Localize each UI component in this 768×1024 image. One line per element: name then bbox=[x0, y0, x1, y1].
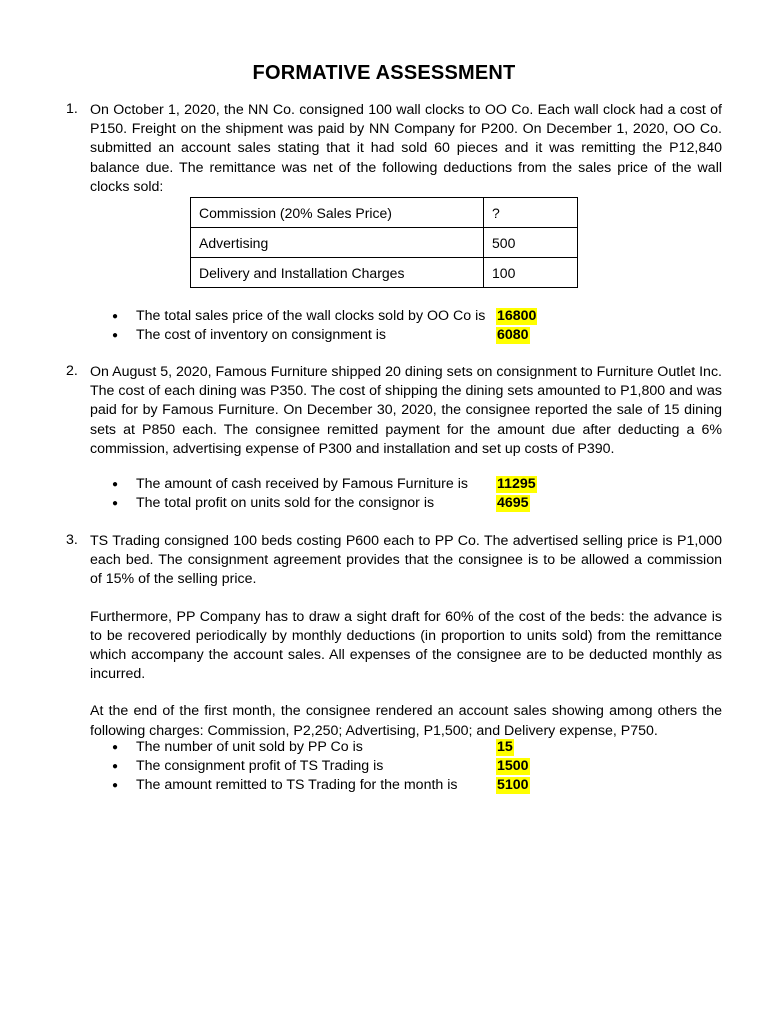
question-paragraph: Furthermore, PP Company has to draw a sight draft for 60% of the cost of the beds: the advance is to be recovered periodically by monthly deductions (in proportion to units sold) from the remittance which accompany the account sales. All expenses of the consignee are to be deducted monthly as incurred. bbox=[90, 608, 722, 683]
bullet-text: The consignment profit of TS Trading is bbox=[136, 758, 384, 774]
bullet-icon: ● bbox=[112, 761, 119, 772]
answer-highlight: 1500 bbox=[497, 758, 529, 774]
bullet-text: The number of unit sold by PP Co is bbox=[136, 739, 363, 755]
bullet-icon: ● bbox=[112, 479, 119, 490]
question-text: On August 5, 2020, Famous Furniture shipped 20 dining sets on consignment to Furniture Outlet Inc. The cost of each dining was P350. The cost of shipping the dining sets amounted to P1,800 and was paid for by Famous Furniture. On December 30, 2020, the consignee reported the sale of 15 dining sets at P850 each. The consignee remitted payment for the amount due after deducting a 6% commission, advertising expense of P300 and installation and set up costs of P390. bbox=[90, 364, 722, 457]
bullet-icon: ● bbox=[112, 742, 119, 753]
bullet-text: The amount remitted to TS Trading for the month is bbox=[136, 777, 458, 793]
table-cell-label: Commission (20% Sales Price) bbox=[191, 198, 484, 228]
bullet-text: The cost of inventory on consignment is bbox=[136, 327, 386, 343]
table-cell-value: 100 bbox=[484, 258, 578, 288]
bullet-text: The total sales price of the wall clocks sold by OO Co is bbox=[136, 308, 486, 324]
table-row bbox=[191, 228, 578, 258]
answer-highlight: 15 bbox=[497, 739, 513, 755]
question-2 bbox=[66, 363, 722, 459]
question-text-block bbox=[90, 532, 722, 741]
question-3 bbox=[66, 532, 722, 741]
table-row bbox=[191, 198, 578, 228]
question-text: TS Trading consigned 100 beds costing P600 each to PP Co. The advertised selling price is P1,000 each bed. The consignment agreement provides that the consignee is to be allowed a commission of 15% of the selling price. bbox=[90, 533, 722, 588]
deductions-table bbox=[190, 197, 578, 288]
table-cell-label: Delivery and Installation Charges bbox=[191, 258, 484, 288]
bullet-icon: ● bbox=[112, 780, 119, 791]
table-cell-value: 500 bbox=[484, 228, 578, 258]
page-title: FORMATIVE ASSESSMENT bbox=[252, 62, 516, 84]
answer-highlight: 6080 bbox=[497, 327, 529, 343]
bullet-text: The total profit on units sold for the consignor is bbox=[136, 495, 435, 511]
bullet-icon: ● bbox=[112, 498, 119, 509]
bullet-icon: ● bbox=[112, 330, 119, 341]
question-text: On October 1, 2020, the NN Co. consigned 100 wall clocks to OO Co. Each wall clock had a cost of P150. Freight on the shipment was paid by NN Company for P200. On December 1, 2020, OO Co. submitted an account sales stating that it had sold 60 pieces and it was remitting the P12,840 balance due. The remittance was net of the following deductions from the sales price of the wall clocks sold: bbox=[90, 102, 722, 195]
bullet-text: The amount of cash received by Famous Furniture is bbox=[136, 476, 468, 492]
answer-highlight: 11295 bbox=[497, 476, 536, 492]
table-row bbox=[191, 258, 578, 288]
question-number: 2. bbox=[66, 363, 78, 379]
question-1 bbox=[66, 101, 722, 197]
question-paragraph: At the end of the first month, the consignee rendered an account sales showing among others the following charges: Commission, P2,250; Advertising, P1,500; and Delivery expense, P750. bbox=[90, 703, 722, 739]
table-cell-value: ? bbox=[484, 198, 578, 228]
table-cell-label: Advertising bbox=[191, 228, 484, 258]
answer-highlight: 5100 bbox=[497, 777, 529, 793]
answer-highlight: 4695 bbox=[497, 495, 529, 511]
question-number: 3. bbox=[66, 532, 78, 548]
bullet-icon: ● bbox=[112, 311, 119, 322]
answer-highlight: 16800 bbox=[497, 308, 537, 324]
question-number: 1. bbox=[66, 101, 78, 117]
